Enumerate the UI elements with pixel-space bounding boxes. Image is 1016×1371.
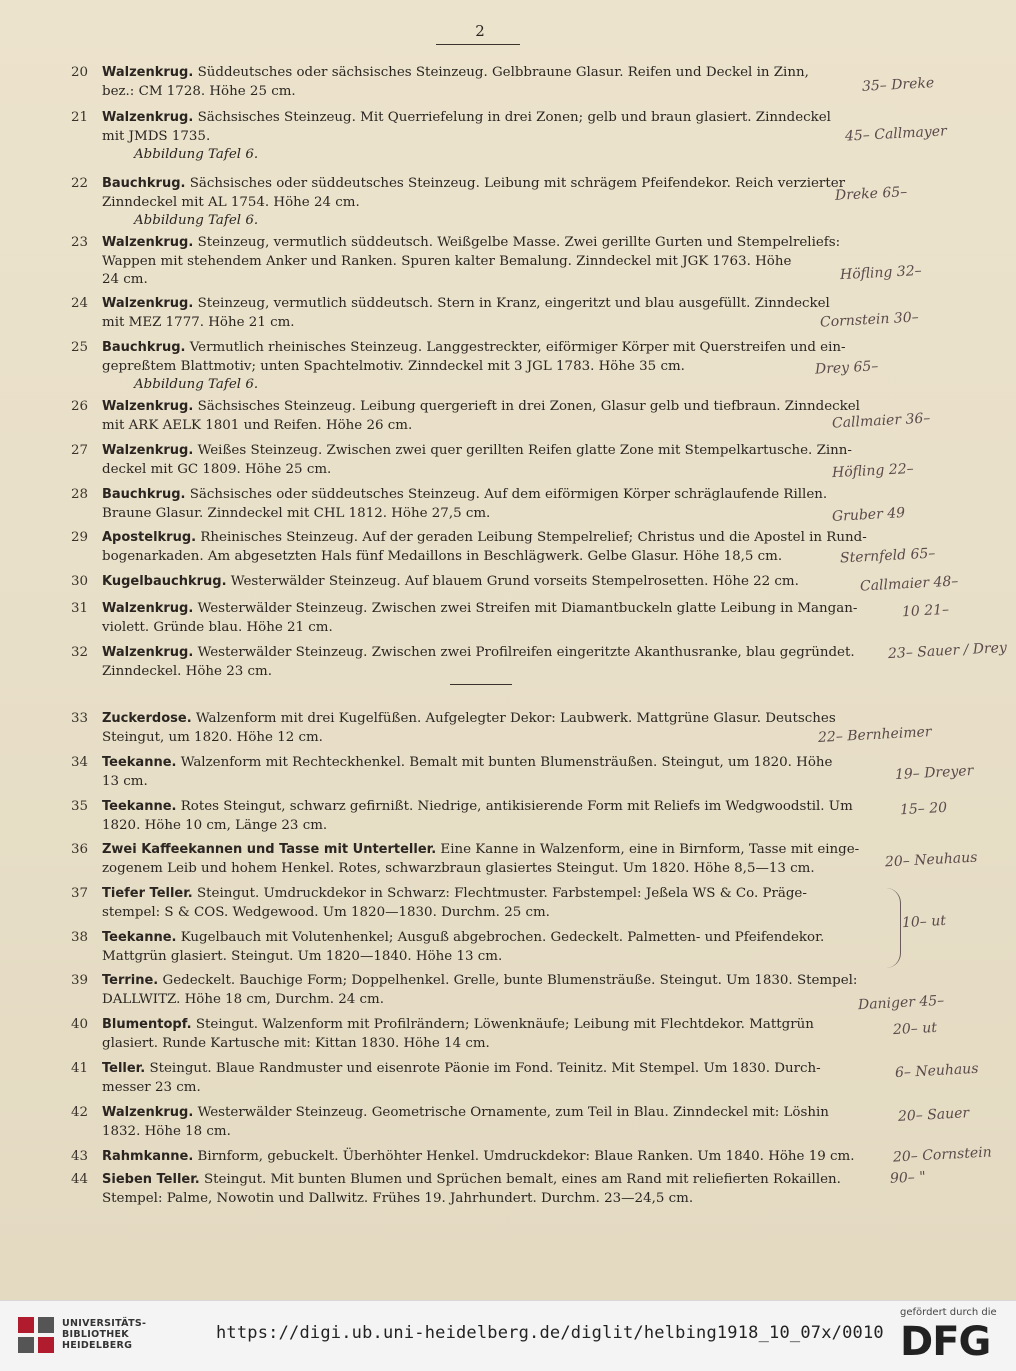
entry-text [102, 234, 892, 290]
entry-number: 37 [70, 886, 88, 901]
entry-title: Kugelbauchkrug. [102, 574, 227, 589]
sponsor-caption: gefördert durch die [900, 1307, 997, 1318]
entry-text [102, 754, 892, 791]
entry-title: Rahmkanne. [102, 1149, 194, 1164]
entry-line: Teekanne. Kugelbauch mit Volutenhenkel; Ausguß abgebrochen. Gedeckelt. Palmetten- und Pfeifendekor. [102, 930, 825, 945]
entry-line: Zinndeckel mit AL 1754. Höhe 24 cm. [102, 194, 360, 210]
entry-number: 44 [70, 1172, 88, 1187]
entry-number: 38 [70, 930, 88, 945]
handwritten-note: 10– ut [901, 912, 947, 932]
institution-line: UNIVERSITÄTS- [62, 1318, 147, 1329]
entry-text [102, 529, 892, 566]
handwritten-note: Callmaier 48– [859, 573, 959, 595]
entry-text [102, 644, 892, 681]
entry-line: Braune Glasur. Zinndeckel mit CHL 1812. Höhe 27,5 cm. [102, 505, 491, 521]
entry-number: 28 [70, 487, 88, 502]
entry-text [102, 64, 892, 101]
handwritten-note: 15– 20 [899, 799, 948, 819]
entry-number: 36 [70, 842, 88, 857]
entry-line: Tiefer Teller. Steingut. Umdruckdekor in Schwarz: Flechtmuster. Farbstempel: Jeßela WS & Co. Präge- [102, 886, 807, 901]
entry-number: 43 [70, 1149, 88, 1164]
entry-caption: Abbildung Tafel 6. [134, 377, 259, 392]
entry-text [102, 175, 892, 231]
entry-line: 1832. Höhe 18 cm. [102, 1123, 231, 1139]
entry-title: Teekanne. [102, 930, 177, 945]
entry-line: messer 23 cm. [102, 1079, 201, 1095]
handwritten-note: Drey 65– [814, 358, 879, 378]
entry-title: Zwei Kaffeekannen und Tasse mit Unterteller. [102, 842, 437, 857]
entry-caption: Abbildung Tafel 6. [134, 147, 259, 162]
handwritten-note: Dreke 65– [834, 184, 908, 204]
handwritten-note: Sternfeld 65– [839, 545, 936, 567]
handwritten-note: 10 21– [901, 601, 950, 621]
entry-number: 24 [70, 296, 88, 311]
entry-title: Walzenkrug. [102, 1105, 194, 1120]
entry-line: Mattgrün glasiert. Steingut. Um 1820—1840. Höhe 13 cm. [102, 948, 503, 964]
entry-line: Walzenkrug. Sächsisches Steinzeug. Leibung quergerieft in drei Zonen, Glasur gelb und tiefbraun. Zinndeckel [102, 399, 860, 414]
entry-line: Walzenkrug. Westerwälder Steinzeug. Zwischen zwei Profilreifen eingeritzte Akanthusranke, blau gegründet. [102, 645, 855, 660]
entry-line: deckel mit GC 1809. Höhe 25 cm. [102, 461, 332, 477]
entry-title: Blumentopf. [102, 1017, 192, 1032]
entry-text [102, 1060, 892, 1097]
entry-title: Walzenkrug. [102, 110, 194, 125]
entry-line: glasiert. Runde Kartusche mit: Kittan 1830. Höhe 14 cm. [102, 1035, 490, 1051]
institution-line: BIBLIOTHEK [62, 1329, 129, 1340]
entry-title: Walzenkrug. [102, 296, 194, 311]
handwritten-note: 20– ut [892, 1019, 938, 1039]
entry-line: Walzenkrug. Weißes Steinzeug. Zwischen zwei quer gerillten Reifen glatte Zone mit Stempelkartusche. Zinn- [102, 443, 852, 458]
entry-number: 33 [70, 711, 88, 726]
entry-title: Teekanne. [102, 755, 177, 770]
entry-number: 40 [70, 1017, 88, 1032]
handwritten-note: 19– Dreyer [894, 762, 974, 784]
entry-title: Walzenkrug. [102, 443, 194, 458]
entry-line: Terrine. Gedeckelt. Bauchige Form; Doppelhenkel. Grelle, bunte Blumensträuße. Steingut. Um 1830. Stempel: [102, 973, 858, 988]
entry-line: Walzenkrug. Sächsisches Steinzeug. Mit Querriefelung in drei Zonen; gelb und braun glasiert. Zinndeckel [102, 110, 831, 125]
entry-title: Bauchkrug. [102, 487, 186, 502]
entry-title: Walzenkrug. [102, 235, 194, 250]
entry-number: 23 [70, 235, 88, 250]
entry-text [102, 972, 892, 1009]
entry-line: Zuckerdose. Walzenform mit drei Kugelfüßen. Aufgelegter Dekor: Laubwerk. Mattgrüne Glasur. Deutsches [102, 711, 836, 726]
entry-text [102, 885, 892, 922]
entry-number: 25 [70, 340, 88, 355]
entry-title: Sieben Teller. [102, 1172, 200, 1187]
handwritten-note: 6– Neuhaus [894, 1060, 979, 1082]
entry-line: Apostelkrug. Rheinisches Steinzeug. Auf der geraden Leibung Stempelrelief; Christus und die Apostel in Rund- [102, 530, 867, 545]
handwritten-note: Höfling 22– [831, 460, 915, 482]
entry-line: gepreßtem Blattmotiv; unten Spachtelmotiv. Zinndeckel mit 3 JGL 1783. Höhe 35 cm. [102, 358, 685, 374]
entry-line: Walzenkrug. Steinzeug, vermutlich süddeutsch. Stern in Kranz, eingeritzt und blau ausgefüllt. Zinndeckel [102, 296, 830, 311]
entry-title: Terrine. [102, 973, 159, 988]
entry-line: bez.: CM 1728. Höhe 25 cm. [102, 83, 296, 99]
entry-line: Walzenkrug. Westerwälder Steinzeug. Zwischen zwei Streifen mit Diamantbuckeln glatte Leibung in Mangan- [102, 601, 858, 616]
entry-line: Stempel: Palme, Nowotin und Dallwitz. Frühes 19. Jahrhundert. Durchm. 23—24,5 cm. [102, 1190, 694, 1206]
entry-line: Rahmkanne. Birnform, gebuckelt. Überhöhter Henkel. Umdruckdekor: Blaue Ranken. Um 1840. Höhe 19 cm. [102, 1149, 855, 1164]
entry-number: 39 [70, 973, 88, 988]
entry-title: Teller. [102, 1061, 146, 1076]
handwritten-note: Daniger 45– [857, 992, 945, 1014]
entry-number: 22 [70, 176, 88, 191]
entry-caption: Abbildung Tafel 6. [134, 213, 259, 228]
entry-line: Steingut, um 1820. Höhe 12 cm. [102, 729, 323, 745]
dfg-logo: DFG [900, 1319, 991, 1365]
entry-text [102, 1016, 892, 1053]
entry-number: 41 [70, 1061, 88, 1076]
entry-text [102, 710, 892, 747]
entry-line: Kugelbauchkrug. Westerwälder Steinzeug. Auf blauem Grund vorseits Stempelrosetten. Höhe 22 cm. [102, 574, 799, 589]
permalink-url[interactable]: https://digi.ub.uni-heidelberg.de/diglit/helbing1918_10_07x/0010 [216, 1323, 884, 1343]
handwritten-note: 22– Bernheimer [817, 724, 932, 746]
entry-number: 42 [70, 1105, 88, 1120]
entry-line: bogenarkaden. Am abgesetzten Hals fünf Medaillons in Beschlägwerk. Gelbe Glasur. Höhe 18,5 cm. [102, 548, 783, 564]
entry-number: 26 [70, 399, 88, 414]
entry-line: Bauchkrug. Sächsisches oder süddeutsches Steinzeug. Leibung mit schrägem Pfeifendekor. Reich verzierter [102, 176, 846, 191]
entry-line: stempel: S & COS. Wedgewood. Um 1820—1830. Durchm. 25 cm. [102, 904, 550, 920]
page-number: 2 [475, 22, 485, 40]
entry-line: violett. Gründe blau. Höhe 21 cm. [102, 619, 333, 635]
handwritten-note: 20– Sauer [897, 1105, 970, 1125]
handwritten-note: 23– Sauer / Drey [887, 639, 1008, 663]
entry-text [102, 600, 892, 637]
entry-line: Sieben Teller. Steingut. Mit bunten Blumen und Sprüchen bemalt, eines am Rand mit reliefierten Rokaillen. [102, 1172, 841, 1187]
handwritten-note: 20– Cornstein [892, 1144, 993, 1166]
entry-number: 34 [70, 755, 88, 770]
entry-number: 29 [70, 530, 88, 545]
entry-line: mit MEZ 1777. Höhe 21 cm. [102, 314, 295, 330]
university-logo-icon [16, 1315, 56, 1357]
entry-text [102, 486, 892, 523]
handwritten-note: Gruber 49 [831, 505, 906, 525]
entry-text [102, 1171, 892, 1208]
entry-number: 21 [70, 110, 88, 125]
entry-line: Bauchkrug. Sächsisches oder süddeutsches Steinzeug. Auf dem eiförmigen Körper schräglaufende Rillen. [102, 487, 828, 502]
institution-name [62, 1318, 146, 1351]
entry-title: Zuckerdose. [102, 711, 192, 726]
entry-line: Teekanne. Rotes Steingut, schwarz gefirnißt. Niedrige, antikisierende Form mit Reliefs im Wedgwoodstil. Um [102, 799, 853, 814]
entry-number: 30 [70, 574, 88, 589]
entry-text [102, 109, 892, 165]
section-divider [450, 684, 512, 685]
entry-title: Teekanne. [102, 799, 177, 814]
entry-line: Zwei Kaffeekannen und Tasse mit Unterteller. Eine Kanne in Walzenform, eine in Birnform, Tasse mit einge- [102, 842, 860, 857]
entry-line: Walzenkrug. Süddeutsches oder sächsisches Steinzeug. Gelbbraune Glasur. Reifen und Deckel in Zinn, [102, 65, 809, 80]
entry-number: 20 [70, 65, 88, 80]
entry-line: Walzenkrug. Westerwälder Steinzeug. Geometrische Ornamente, zum Teil in Blau. Zinndeckel mit: Löshin [102, 1105, 829, 1120]
entry-title: Walzenkrug. [102, 645, 194, 660]
page-number-rule [436, 44, 520, 45]
entry-title: Tiefer Teller. [102, 886, 193, 901]
handwritten-bracket [886, 888, 901, 968]
entry-number: 32 [70, 645, 88, 660]
entry-number: 27 [70, 443, 88, 458]
entry-title: Walzenkrug. [102, 601, 194, 616]
entry-number: 31 [70, 601, 88, 616]
handwritten-note: Cornstein 30– [819, 309, 920, 331]
entry-text [102, 1148, 892, 1167]
entry-text [102, 295, 892, 332]
entry-text [102, 573, 892, 592]
entry-text [102, 798, 892, 835]
entry-number: 35 [70, 799, 88, 814]
handwritten-note: 90– " [889, 1169, 927, 1187]
entry-text [102, 929, 892, 966]
handwritten-note: 45– Callmayer [844, 123, 948, 145]
entry-title: Bauchkrug. [102, 176, 186, 191]
entry-line: 13 cm. [102, 773, 148, 789]
entry-title: Apostelkrug. [102, 530, 197, 545]
handwritten-note: Callmaier 36– [831, 410, 931, 432]
entry-text [102, 841, 892, 878]
entry-title: Bauchkrug. [102, 340, 186, 355]
entry-line: Blumentopf. Steingut. Walzenform mit Profilrändern; Löwenknäufe; Leibung mit Flechtdekor. Mattgrün [102, 1017, 814, 1032]
entry-text [102, 398, 892, 435]
entry-line: Wappen mit stehendem Anker und Ranken. Spuren kalter Bemalung. Zinndeckel mit JGK 1763. Höhe [102, 253, 792, 269]
entry-line: Bauchkrug. Vermutlich rheinisches Steinzeug. Langgestreckter, eiförmiger Körper mit Querstreifen und ein- [102, 340, 846, 355]
handwritten-note: 35– Dreke [861, 75, 935, 95]
handwritten-note: Höfling 32– [839, 262, 923, 284]
entry-line: DALLWITZ. Höhe 18 cm, Durchm. 24 cm. [102, 991, 384, 1007]
entry-line: zogenem Leib und hohem Henkel. Rotes, schwarzbraun glasiertes Steingut. Um 1820. Höhe 8,5—13 cm. [102, 860, 815, 876]
entry-line: 24 cm. [102, 272, 148, 287]
entry-line: Zinndeckel. Höhe 23 cm. [102, 663, 272, 679]
entry-title: Walzenkrug. [102, 65, 194, 80]
entry-text [102, 1104, 892, 1141]
handwritten-note: 20– Neuhaus [884, 849, 978, 871]
entry-text [102, 339, 892, 395]
viewer-footer [0, 1300, 1016, 1371]
entry-line: mit JMDS 1735. [102, 128, 211, 144]
entry-line: Walzenkrug. Steinzeug, vermutlich süddeutsch. Weißgelbe Masse. Zwei gerillte Gurten und Stempelreliefs: [102, 235, 841, 250]
entry-title: Walzenkrug. [102, 399, 194, 414]
entry-line: mit ARK AELK 1801 und Reifen. Höhe 26 cm. [102, 417, 413, 433]
entry-line: 1820. Höhe 10 cm, Länge 23 cm. [102, 817, 328, 833]
entry-line: Teller. Steingut. Blaue Randmuster und eisenrote Päonie im Fond. Teinitz. Mit Stempel. Um 1830. Durch- [102, 1061, 821, 1076]
entry-line: Teekanne. Walzenform mit Rechteckhenkel. Bemalt mit bunten Blumensträußen. Steingut, um 1820. Höhe [102, 755, 833, 770]
institution-line: HEIDELBERG [62, 1340, 133, 1351]
entry-text [102, 442, 892, 479]
